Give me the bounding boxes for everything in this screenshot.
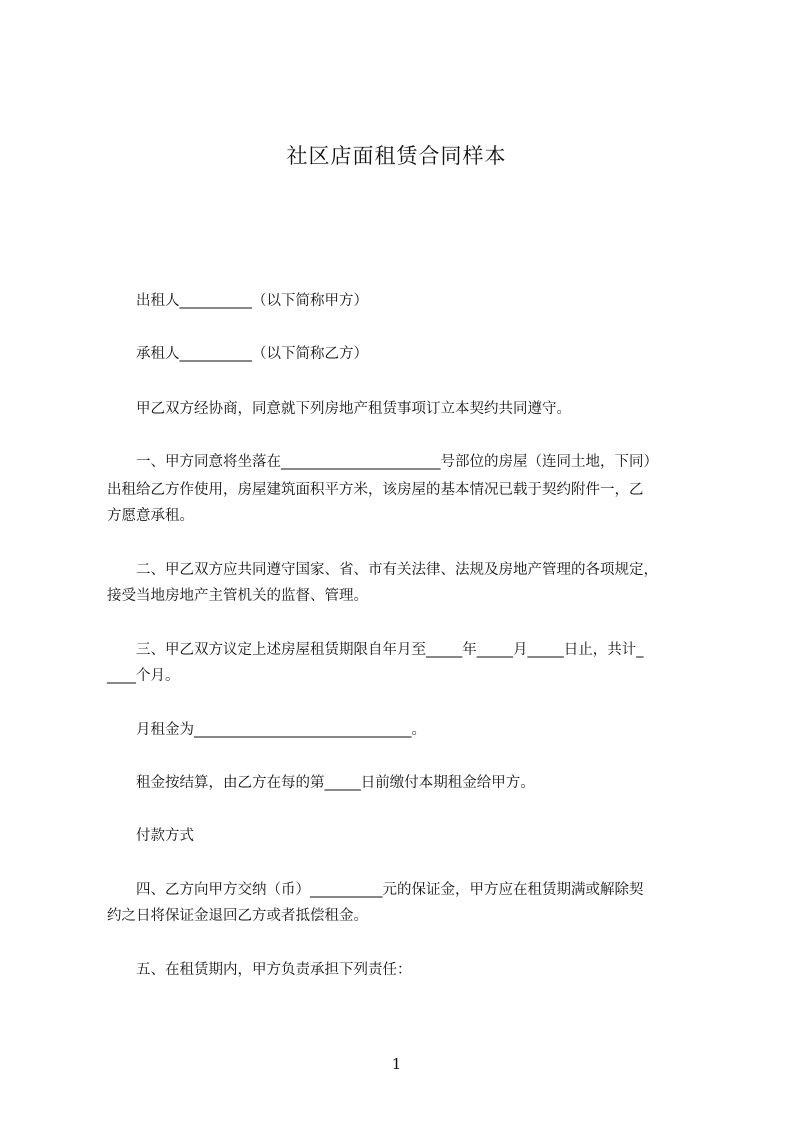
payment-method-line: 付款方式: [136, 828, 194, 844]
clause-1-line-2: 出租给乙方作使用，房屋建筑面积平方米，该房屋的基本情况已载于契约附件一，乙: [107, 482, 644, 498]
rent-settlement-line: 租金按结算，由乙方在每的第_____日前缴付本期租金给甲方。: [136, 775, 535, 791]
clause-4-line-1: 四、乙方向甲方交纳（币）__________元的保证金，甲方应在租赁期满或解除契: [136, 882, 644, 898]
monthly-rent-line: 月租金为______________________________。: [136, 722, 426, 738]
lessee-line: 承租人__________（以下简称乙方）: [136, 346, 368, 362]
clause-3-line-1: 三、甲乙双方议定上述房屋租赁期限自年月至_____年_____月_____日止，共计_: [136, 642, 644, 658]
lessor-line: 出租人__________（以下简称甲方）: [136, 293, 368, 309]
clause-3-line-2: ____个月。: [107, 668, 180, 684]
document-title: 社区店面租赁合同样本: [286, 144, 507, 168]
agreement-intro: 甲乙双方经协商，同意就下列房地产租赁事项订立本契约共同遵守。: [136, 401, 571, 417]
clause-2-line-2: 接受当地房地产主管机关的监督、管理。: [107, 588, 368, 604]
page-number: 1: [391, 1055, 402, 1073]
clause-1-line-1: 一、甲方同意将坐落在______________________号部位的房屋（连同土地，下同）: [136, 454, 658, 470]
clause-4-line-2: 约之日将保证金退回乙方或者抵偿租金。: [107, 908, 368, 924]
clause-1-line-3: 方愿意承租。: [107, 508, 194, 524]
clause-2-line-1: 二、甲乙双方应共同遵守国家、省、市有关法律、法规及房地产管理的各项规定，: [136, 562, 658, 578]
clause-5-line-1: 五、在租赁期内，甲方负责承担下列责任：: [136, 962, 412, 978]
